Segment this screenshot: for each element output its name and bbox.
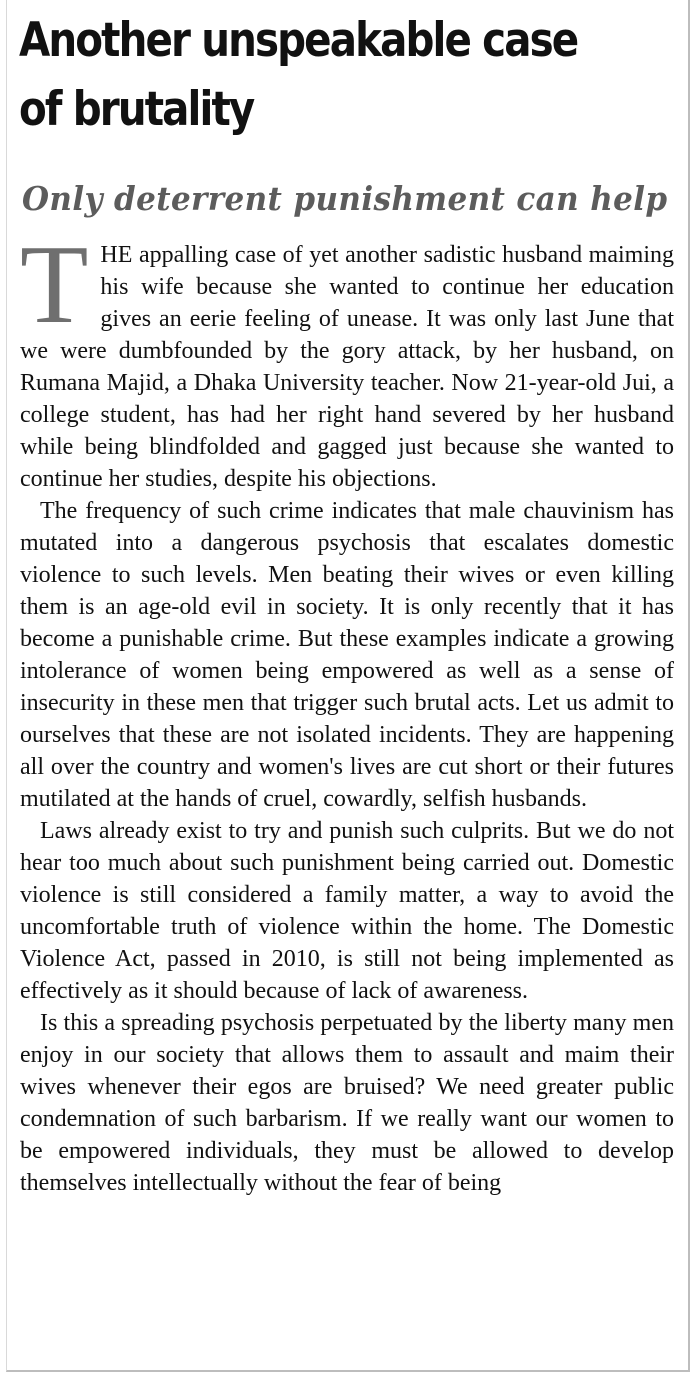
subheadline: Only deterrent punishment can help	[22, 179, 668, 218]
headline-line-2: of brutality	[19, 82, 254, 137]
editorial-clipping	[6, 0, 690, 1372]
paragraph-1-text: HE appalling case of yet another sadistic husband maiming his wife because she wanted to continue her education gives an eerie feeling of unease. It was only last June that we were dumbfounded by the gory attack, by her husband, on Rumana Majid, a Dhaka University teacher. Now 21-year-old Jui, a college student, has had her right hand severed by her husband while being blindfolded and gagged just because she wanted to continue her studies, despite his objections.	[20, 242, 674, 492]
headline	[19, 6, 587, 144]
headline-line-1: Another unspeakable case	[19, 13, 578, 68]
paragraph-3: Laws already exist to try and punish such culprits. But we do not hear too much about such punishment being carried out. Domestic violence is still considered a family matter, a way to avoid the uncomfortable truth of violence within the home. The Domestic Violence Act, passed in 2010, is still not being implemented as effectively as it should because of lack of awareness.	[20, 818, 674, 1004]
paragraph-1	[20, 223, 674, 495]
drop-cap: T	[20, 223, 89, 347]
paragraph-2: The frequency of such crime indicates that male chauvinism has mutated into a dangerous psychosis that escalates domestic violence to such levels. Men beating their wives or even killing them is an age-old evil in society. It is only recently that it has become a punishable crime. But these examples indicate a growing intolerance of women being empowered as well as a sense of insecurity in these men that trigger such brutal acts. Let us admit to ourselves that these are not isolated incidents. They are happening all over the country and women's lives are cut short or their futures mutilated at the hands of cruel, cowardly, selfish husbands.	[20, 498, 674, 812]
paragraph-4: Is this a spreading psychosis perpetuated by the liberty many men enjoy in our society that allows them to assault and maim their wives whenever their egos are bruised? We need greater public condemnation of such barbarism. If we really want our women to be empowered individuals, they must be allowed to develop themselves intellectually without the fear of being	[20, 1010, 674, 1196]
article-body	[20, 223, 674, 1199]
